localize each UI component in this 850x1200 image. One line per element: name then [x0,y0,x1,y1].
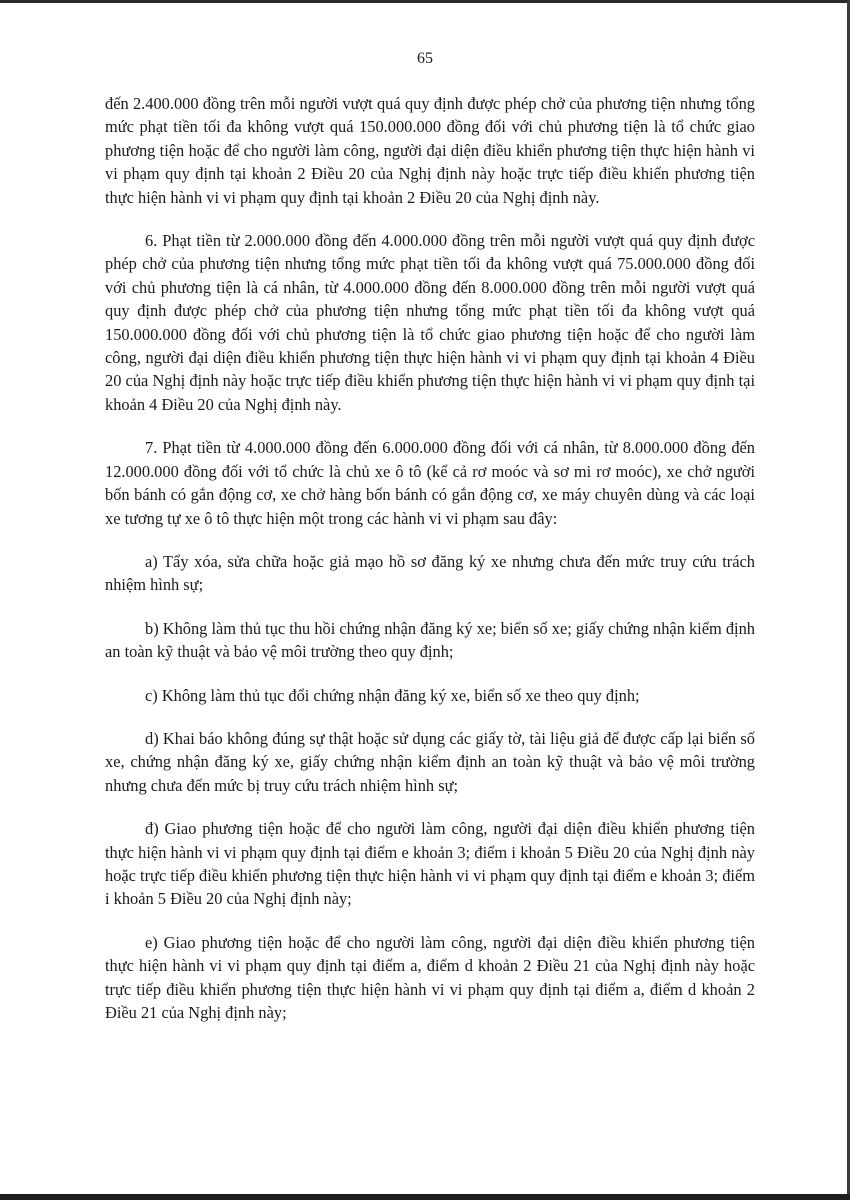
paragraph-point-e: e) Giao phương tiện hoặc để cho người làm công, người đại diện điều khiển phương tiện thực hiện hành vi vi phạm quy định tại điểm a, điểm d khoản 2 Điều 21 của Nghị định này hoặc trực tiếp điều khiển phương tiện thực hiện hành vi vi phạm quy định tại điểm a, điểm d khoản 2 Điều 21 của Nghị định này; [105,932,755,1022]
scan-border-top [0,0,850,3]
paragraph-point-c: c) Không làm thủ tục đổi chứng nhận đăng ký xe, biển số xe theo quy định; [145,685,640,705]
document-body [105,92,755,1044]
paragraph-continuation: đến 2.400.000 đồng trên mỗi người vượt quá quy định được phép chở của phương tiện nhưng tổng mức phạt tiền tối đa không vượt quá 150.000.000 đồng đối với chủ phương tiện là tổ chức giao phương tiện hoặc để cho người làm công, người đại diện điều khiển phương tiện thực hiện hành vi vi phạm quy định tại khoản 2 Điều 20 của Nghị định này hoặc trực tiếp điều khiển phương tiện thực hiện hành vi vi phạm quy định tại khoản 2 Điều 20 của Nghị định này. [105,94,755,207]
paragraph-point-a: a) Tẩy xóa, sửa chữa hoặc giả mạo hồ sơ đăng ký xe nhưng chưa đến mức truy cứu trách nhiệm hình sự; [105,551,755,595]
scan-border-bottom [0,1194,850,1200]
page-number: 65 [417,50,433,67]
paragraph-point-d: d) Khai báo không đúng sự thật hoặc sử dụng các giấy tờ, tài liệu giả để được cấp lại biển số xe, chứng nhận đăng ký xe, giấy chứng nhận kiểm định an toàn kỹ thuật và bảo vệ môi trường nhưng chưa đến mức bị truy cứu trách nhiệm hình sự; [105,728,755,795]
paragraph-clause-7: 7. Phạt tiền từ 4.000.000 đồng đến 6.000.000 đồng đối với cá nhân, từ 8.000.000 đồng đến 12.000.000 đồng đối với tổ chức là chủ xe ô tô (kể cả rơ moóc và sơ mi rơ moóc), xe chở người bốn bánh có gắn động cơ, xe chở hàng bốn bánh có gắn động cơ, xe máy chuyên dùng và các loại xe tương tự xe ô tô thực hiện một trong các hành vi vi phạm sau đây: [105,438,755,528]
paragraph-point-dd: đ) Giao phương tiện hoặc để cho người làm công, người đại diện điều khiển phương tiện thực hiện hành vi vi phạm quy định tại điểm e khoản 3; điểm i khoản 5 Điều 20 của Nghị định này hoặc trực tiếp điều khiển phương tiện thực hiện hành vi vi phạm quy định tại điểm e khoản 3; điểm i khoản 5 Điều 20 của Nghị định này; [105,819,755,909]
paragraph-point-b: b) Không làm thủ tục thu hồi chứng nhận đăng ký xe; biển số xe; giấy chứng nhận kiểm định an toàn kỹ thuật và bảo vệ môi trường theo quy định; [105,618,755,662]
paragraph-clause-6: 6. Phạt tiền từ 2.000.000 đồng đến 4.000.000 đồng trên mỗi người vượt quá quy định được phép chở của phương tiện nhưng tổng mức phạt tiền tối đa không vượt quá 75.000.000 đồng đối với chủ phương tiện là cá nhân, từ 4.000.000 đồng đến 8.000.000 đồng trên mỗi người vượt quá quy định được phép chở của phương tiện nhưng tổng mức phạt tiền tối đa không vượt quá 150.000.000 đồng đối với chủ phương tiện là tổ chức giao phương tiện hoặc để cho người làm công, người đại diện điều khiển phương tiện thực hiện hành vi vi phạm quy định tại khoản 4 Điều 20 của Nghị định này hoặc trực tiếp điều khiển phương tiện thực hiện hành vi vi phạm quy định tại khoản 4 Điều 20 của Nghị định này. [105,231,755,414]
